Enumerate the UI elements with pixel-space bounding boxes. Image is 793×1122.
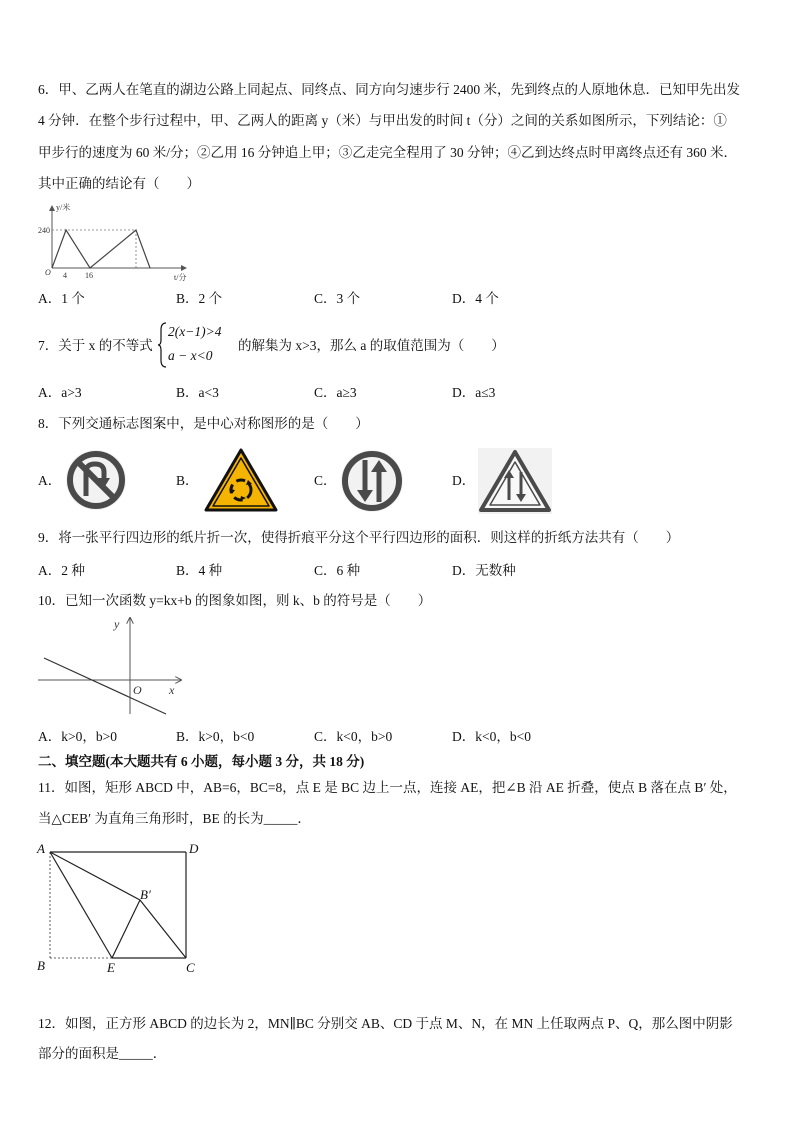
no-u-turn-sign-icon [64, 448, 128, 512]
q11-point-a: A [37, 841, 45, 856]
q11-line-1: 11．如图，矩形 ABCD 中，AB=6，BC=8，点 E 是 BC 边上一点，连接 AE，把∠B 沿 AE 折叠，使点 B 落在点 B′ 处， [38, 780, 737, 795]
q6-x-tick-4: 4 [63, 271, 67, 280]
q6-x-tick-16: 16 [85, 271, 93, 280]
q8-label-b[interactable]: B． [176, 473, 199, 488]
q11-segment-b-prime-c [140, 900, 186, 958]
q10-option-b[interactable]: B．k>0，b<0 [176, 729, 255, 744]
q11-point-c: C [186, 960, 195, 975]
q10-x-label: x [169, 683, 175, 697]
q11-point-d: D [189, 841, 199, 856]
two-way-traffic-sign-icon [338, 448, 406, 514]
roundabout-warning-sign-icon [204, 448, 278, 512]
q9-text: 9．将一张平行四边形的纸片折一次，使得折痕平分这个平行四边形的面积．则这样的折纸方法共有（ ） [38, 530, 680, 545]
q12-line-1: 12．如图，正方形 ABCD 的边长为 2，MN∥BC 分别交 AB、CD 于点 M、N，在 MN 上任取两点 P、Q，那么图中阴影 [38, 1016, 733, 1031]
q6-line-3: 甲步行的速度为 60 米/分；②乙用 16 分钟追上甲；③乙走完全程用了 30 分钟；④乙到达终点时甲离终点还有 360 米． [38, 145, 737, 160]
q6-option-a[interactable]: A．1 个 [38, 291, 85, 306]
q7-suffix: 的解集为 x>3，那么 a 的取值范围为（ ） [238, 338, 505, 353]
q6-line-2: 4 分钟．在整个步行过程中，甲、乙两人的距离 y（米）与甲出发的时间 t（分）之间的关系如图所示，下列结论：① [38, 113, 727, 128]
q6-x-label: t/分 [174, 273, 187, 282]
q12-line-2: 部分的面积是_____． [38, 1046, 167, 1061]
q6-option-c[interactable]: C．3 个 [314, 291, 361, 306]
q6-y-label: y/米 [56, 203, 71, 212]
q10-option-d[interactable]: D．k<0，b<0 [452, 729, 531, 744]
two-way-warning-sign-icon [478, 448, 552, 514]
q8-text: 8．下列交通标志图案中，是中心对称图形的是（ ） [38, 416, 369, 431]
q6-origin: O [45, 268, 51, 277]
q10-y-label: y [114, 617, 120, 631]
q7-option-d[interactable]: D．a≤3 [452, 385, 496, 400]
q10-linear-function-graph [36, 614, 186, 718]
q8-label-c[interactable]: C． [314, 473, 337, 488]
q10-text: 10．已知一次函数 y=kx+b 的图象如图，则 k、b 的符号是（ ） [38, 593, 432, 608]
q7-option-b[interactable]: B．a<3 [176, 385, 219, 400]
q10-option-a[interactable]: A．k>0，b>0 [38, 729, 117, 744]
q11-segment-eb-prime [112, 900, 140, 958]
q9-option-d[interactable]: D．无数种 [452, 563, 516, 578]
q10-origin: O [133, 683, 142, 697]
q7-brace [157, 322, 167, 368]
q9-option-b[interactable]: B．4 种 [176, 563, 223, 578]
q6-option-b[interactable]: B．2 个 [176, 291, 223, 306]
q11-point-b: B [37, 958, 45, 973]
q11-point-e: E [107, 960, 115, 975]
q8-label-a[interactable]: A． [38, 473, 62, 488]
q6-option-d[interactable]: D．4 个 [452, 291, 499, 306]
q7-option-a[interactable]: A．a>3 [38, 385, 82, 400]
q7-prefix: 7．关于 x 的不等式 [38, 338, 153, 353]
q6-line-1: 6．甲、乙两人在笔直的湖边公路上同起点、同终点、同方向匀速步行 2400 米，先到终点的人原地休息．已知甲先出发 [38, 82, 740, 97]
q9-option-a[interactable]: A．2 种 [38, 563, 85, 578]
q11-rectangle-figure [34, 838, 210, 978]
q9-option-c[interactable]: C．6 种 [314, 563, 361, 578]
q6-line-4: 其中正确的结论有（ ） [38, 176, 200, 191]
q6-graph-line [52, 230, 150, 268]
q7-option-c[interactable]: C．a≥3 [314, 385, 357, 400]
q8-label-d[interactable]: D． [452, 473, 476, 488]
q10-option-c[interactable]: C．k<0，b>0 [314, 729, 393, 744]
q10-function-line [44, 658, 166, 714]
q11-point-b-prime: B′ [140, 887, 151, 902]
q11-line-2: 当△CEB′ 为直角三角形时，BE 的长为_____． [38, 811, 311, 826]
q6-y-tick-240: 240 [38, 226, 50, 235]
q7-inequality-2: a − x<0 [168, 348, 213, 363]
q6-distance-time-graph [36, 200, 196, 282]
section-heading: 二、填空题(本大题共有 6 小题，每小题 3 分，共 18 分) [38, 754, 365, 769]
q7-inequality-1: 2(x−1)>4 [168, 324, 222, 339]
